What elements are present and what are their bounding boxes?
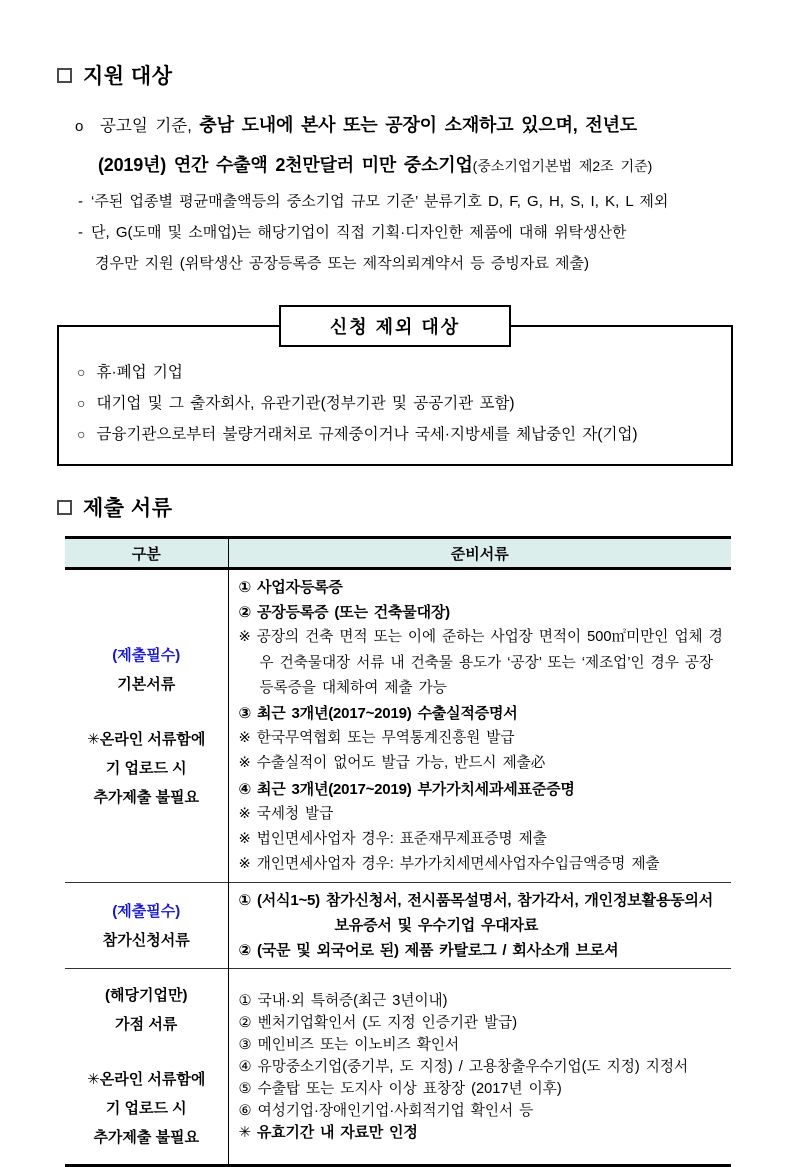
exclusion-item-text: 금융기관으로부터 불량거래처로 규제중이거나 국세·지방세를 체납중인 자(기업) — [96, 426, 638, 443]
doc-item: ④ 유망중소기업(중기부, 도 지정) / 고용창출우수기업(도 지정) 지정서 — [238, 1058, 689, 1075]
required-tag: (제출필수) — [112, 646, 181, 664]
validity-note: ✳ 유효기간 내 자료만 인정 — [238, 1123, 418, 1141]
doc-item: ① (서식1~5) 참가신청서, 전시품목설명서, 참가각서, 개인정보활용동의서 — [238, 892, 714, 910]
doc-type-label: 참가신청서류 — [102, 931, 190, 949]
exclusion-item-delinquent — [77, 419, 721, 450]
dash-item-text: ‘주된 업종별 평균매출액등의 중소기업 규모 기준’ 분류기호 D, F, G, H, S, I, K, L 제외 — [91, 193, 669, 210]
online-upload-note — [69, 725, 224, 812]
note-line: 기 업로드 시 — [105, 1100, 187, 1118]
support-lead-text: 공고일 기준, — [99, 117, 192, 135]
section-title-text: 지원 대상 — [83, 65, 173, 88]
applicable-only-tag: (해당기업만) — [105, 987, 188, 1005]
dash-item-text-line2: 경우만 지원 (위탁생산 공장등록증 또는 제작의뢰계약서 등 증빙자료 제출) — [95, 255, 590, 272]
square-bullet-icon — [57, 68, 72, 83]
exclusion-box-title: 신청 제외 대상 — [279, 305, 511, 347]
doc-item: ③ 최근 3개년(2017~2019) 수출실적증명서 — [238, 705, 518, 723]
doc-item: ⑤ 수출탑 또는 도지사 이상 표창장 (2017년 이후) — [238, 1080, 562, 1097]
note-line: 추가제출 불필요 — [93, 788, 200, 806]
circle-marker-icon: ○ — [77, 364, 86, 380]
support-paragraph-line2 — [98, 146, 793, 186]
exclusion-item-large-company — [77, 388, 721, 419]
exclusion-item-text: 대기업 및 그 출자회사, 유관기관(정부기관 및 공공기관 포함) — [96, 395, 515, 412]
doc-note: ※ 법인면세사업자 경우: 표준재무제표증명 제출 — [238, 831, 547, 848]
doc-note: ※ 개인면세사업자 경우: 부가가치세면세사업자수입금액증명 제출 — [238, 856, 660, 873]
dash-marker: - — [78, 193, 83, 210]
support-bold-text-2: (2019년) 연간 수출액 2천만달러 미만 중소기업 — [98, 155, 473, 175]
doc-item: ④ 최근 3개년(2017~2019) 부가가치세과세표준증명 — [238, 780, 575, 798]
doc-item: ① 국내·외 특허증(최근 3년이내) — [238, 992, 448, 1009]
table-header-row — [65, 538, 731, 569]
application-docs-category-cell — [65, 883, 228, 969]
table-row-bonus-docs — [65, 969, 731, 1166]
section-support-target-title — [57, 60, 793, 90]
note-line: ✳온라인 서류함에 — [87, 730, 206, 748]
table-row-application-docs — [65, 883, 731, 969]
table-row-basic-docs — [65, 569, 731, 883]
support-target-paragraph — [75, 106, 793, 186]
doc-type-label: 기본서류 — [117, 675, 176, 693]
exclusion-item-text: 휴·폐업 기업 — [96, 364, 183, 381]
application-docs-list-cell — [228, 883, 731, 969]
section-title-text: 제출 서류 — [83, 497, 173, 520]
doc-note: ※ 수출실적이 없어도 발급 가능, 반드시 제출必 — [238, 755, 546, 772]
support-small-suffix: (중소기업기본법 제2조 기준) — [472, 158, 653, 174]
doc-note: ※ 공장의 건축 면적 또는 이에 준하는 사업장 면적이 500㎡미만인 업체 경우 건축물대장 서류 내 건축물 용도가 ‘공장’ 또는 ‘제조업’인 경우 공장등록증을 대체하여 제출 가능 — [238, 629, 723, 696]
basic-docs-category-cell — [65, 569, 228, 883]
support-bold-text-1: 충남 도내에 본사 또는 공장이 소재하고 있으며, 전년도 — [199, 115, 637, 135]
note-line: ✳온라인 서류함에 — [87, 1071, 206, 1089]
circle-marker-icon: ○ — [77, 426, 86, 442]
dash-item-text: 단, G(도매 및 소매업)는 해당기업이 직접 기획·디자인한 제품에 대해 위탁생산한 — [91, 224, 627, 241]
submission-documents-table — [65, 536, 731, 1167]
doc-item: ② 벤처기업확인서 (도 지정 인증기관 발급) — [238, 1014, 518, 1031]
dash-item-classification — [78, 186, 793, 217]
doc-item: ③ 메인비즈 또는 이노비즈 확인서 — [238, 1036, 460, 1053]
header-cell-prepared-docs: 준비서류 — [228, 538, 731, 569]
section-submission-docs-title — [57, 492, 793, 522]
support-paragraph-line1 — [75, 106, 793, 146]
doc-note: ※ 한국무역협회 또는 무역통계진흥원 발급 — [238, 730, 515, 747]
exclusion-item-closed-business — [77, 357, 721, 388]
basic-docs-list-cell — [228, 569, 731, 883]
bonus-docs-list-cell — [228, 969, 731, 1166]
doc-item: ② 공장등록증 (또는 건축물대장) — [238, 604, 450, 622]
doc-item: ⑥ 여성기업·장애인기업·사회적기업 확인서 등 — [238, 1102, 534, 1119]
bonus-docs-category-cell — [65, 969, 228, 1166]
required-tag: (제출필수) — [112, 902, 181, 920]
square-bullet-icon — [57, 500, 72, 515]
doc-item-continued: 보유증서 및 우수기업 우대자료 — [334, 917, 539, 935]
doc-item: ② (국문 및 외국어로 된) 제품 카탈로그 / 회사소개 브로셔 — [238, 942, 619, 960]
exclusion-box — [57, 317, 733, 466]
circle-bullet-marker: o — [75, 118, 84, 135]
doc-note: ※ 국세청 발급 — [238, 805, 334, 822]
dash-item-wholesale-note — [78, 217, 793, 279]
online-upload-note — [69, 1065, 224, 1152]
note-line: 기 업로드 시 — [105, 759, 187, 777]
note-line: 추가제출 불필요 — [93, 1129, 200, 1147]
circle-marker-icon: ○ — [77, 395, 86, 411]
doc-type-label: 가점 서류 — [115, 1016, 178, 1034]
header-cell-category: 구분 — [65, 538, 228, 569]
doc-item: ① 사업자등록증 — [238, 579, 343, 596]
dash-marker: - — [78, 224, 83, 241]
